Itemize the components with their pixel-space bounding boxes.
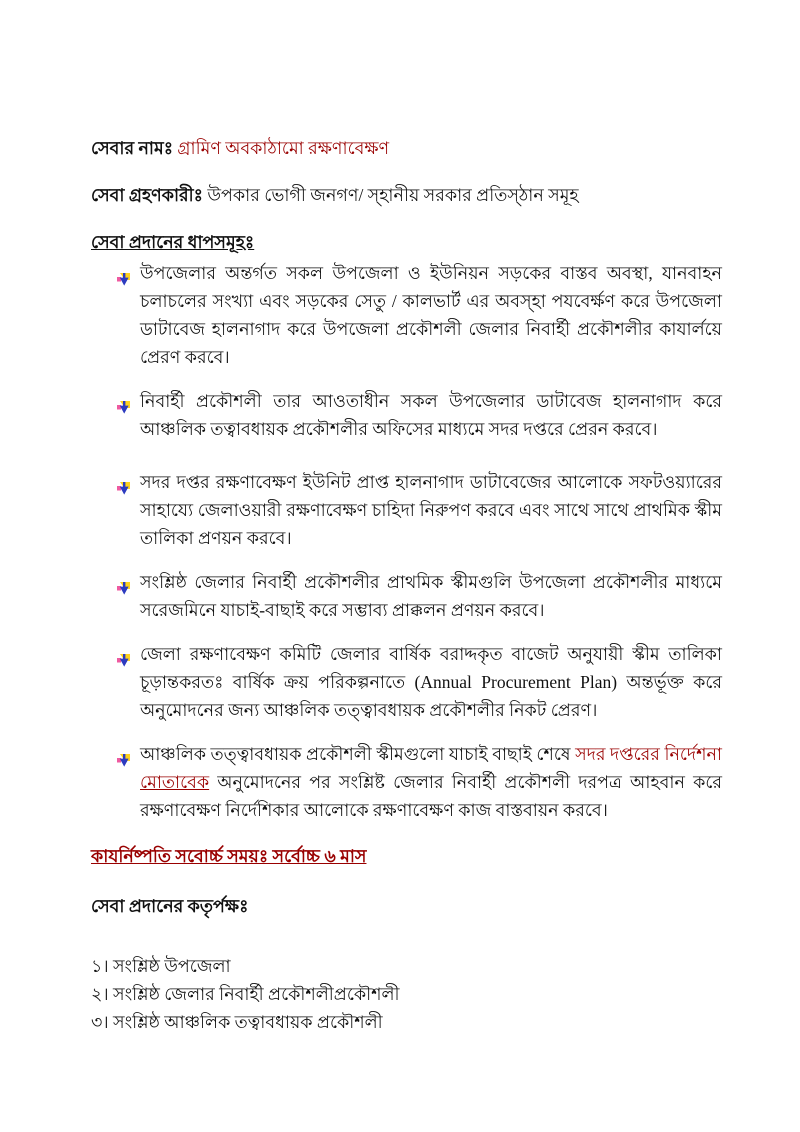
steps-heading: সেবা প্রদানের ধাপসমূহঃ	[91, 232, 255, 252]
service-recipient-value: উপকার ভোগী জনগণ/ স্হানীয় সরকার প্রতিস্ঠান সমূহ	[207, 185, 579, 205]
step-text: সদর দপ্তর রক্ষণাবেক্ষণ ইউনিট প্রাপ্ত হালনাগাদ ডাটাবেজের আলোকে সফটওয়্যারের সাহায্যে জেলাওয়ারী রক্ষণাবেক্ষণ চাহিদা নিরুপণ করবে এবং সাথে সাথে প্রাথমিক স্কীম তালিকা প্রণয়ন করবে।	[140, 472, 722, 548]
step-text-red: সদর দপ্তরের নির্দেশনা	[575, 744, 722, 764]
arrow-down-bullet-icon	[117, 476, 131, 490]
service-name-value: গ্রামিণ অবকাঠামো রক্ষণাবেক্ষণ	[177, 138, 390, 158]
step-item-6	[91, 740, 722, 824]
step-text: নিবার্হী প্রকৌশলী তার আওতাধীন সকল উপজেলার ডাটাবেজ হালনাগাদ করে আঞ্চলিক তত্বাবধায়ক প্রকৌশলীর অফিসের মাধ্যমে সদর দপ্তরে প্রেরন করবে।	[140, 391, 722, 439]
step-item-2	[91, 387, 722, 443]
step-item-3	[91, 468, 722, 552]
step-text-red-underlined: মোতাবেক	[140, 772, 210, 792]
arrow-down-bullet-icon	[117, 267, 131, 281]
authority-item-3: ৩। সংশ্লিষ্ঠ আঞ্চলিক তত্বাবধায়ক প্রকৌশলী	[91, 1012, 383, 1032]
step-item-4	[91, 568, 722, 624]
service-name-label: সেবার নামঃ	[91, 138, 178, 158]
steps-list	[91, 259, 722, 824]
step-item-1	[91, 259, 722, 371]
step-text: সংশ্লিষ্ঠ জেলার নিবার্হী প্রকৌশলীর প্রাথমিক স্কীমগুলি উপজেলা প্রকৌশলীর মাধ্যমে সরেজমিনে যাচাই-বাছাই করে সম্ভাব্য প্রাক্কলন প্রণয়ন করবে।	[140, 572, 722, 620]
arrow-down-bullet-icon	[117, 748, 131, 762]
authority-item-2: ২। সংশ্লিষ্ঠ জেলার নিবার্হী প্রকৌশলীপ্রকৌশলী	[91, 984, 400, 1004]
service-recipient-line	[91, 181, 722, 209]
arrow-down-bullet-icon	[117, 395, 131, 409]
arrow-down-bullet-icon	[117, 576, 131, 590]
step-text-black-1: আঞ্চলিক তত্ত্বাবধায়ক প্রকৌশলী স্কীমগুলো যাচাই বাছাই শেষে	[140, 744, 576, 764]
step-text: জেলা রক্ষণাবেক্ষণ কমিটি জেলার বার্ষিক বরাদ্দকৃত বাজেট অনুযায়ী স্কীম তালিকা চূড়ান্তকরতঃ বার্ষিক ক্রয় পরিকল্পনাতে (Annual Procurement Plan) অন্তর্ভূক্ত করে অনুমোদনের জন্য আঞ্চলিক তত্ত্বাবধায়ক প্রকৌশলীর নিকট প্রেরণ।	[140, 644, 722, 720]
step-text: উপজেলার অন্তর্গত সকল উপজেলা ও ইউনিয়ন সড়কের বাস্তব অবস্থা, যানবাহন চলাচলের সংখ্যা এবং সড়কের সেতু / কালভার্ট এর অবস্হা পযবের্ক্ষণ করে উপজেলা ডাটাবেজ হালনাগাদ করে উপজেলা প্রকৌশলী জেলার নিবার্হী প্রকৌশলীর কাযার্লয়ে প্রেরণ করবে।	[140, 263, 722, 367]
service-name-line	[91, 134, 722, 162]
arrow-down-bullet-icon	[117, 648, 131, 662]
authority-heading: সেবা প্রদানের কতৃর্পক্ষঃ	[91, 896, 249, 916]
step-text-black-2: অনুমোদনের পর সংশ্লিষ্ট জেলার নিবার্হী প্রকৌশলী দরপত্র আহবান করে রক্ষণাবেক্ষণ নির্দেশিকার আলোকে রক্ষণাবেক্ষণ কাজ বাস্তবায়ন করবে।	[140, 772, 722, 820]
authority-list	[91, 952, 722, 1036]
service-recipient-label: সেবা গ্রহণকারীঃ	[91, 185, 208, 205]
completion-time-heading: কাযর্নিষ্পতি সবোর্চ্চ সময়ঃ সর্বোচ্চ ৬ মাস	[91, 846, 367, 866]
authority-item-1: ১। সংশ্লিষ্ঠ উপজেলা	[91, 956, 231, 976]
step-item-5	[91, 640, 722, 724]
